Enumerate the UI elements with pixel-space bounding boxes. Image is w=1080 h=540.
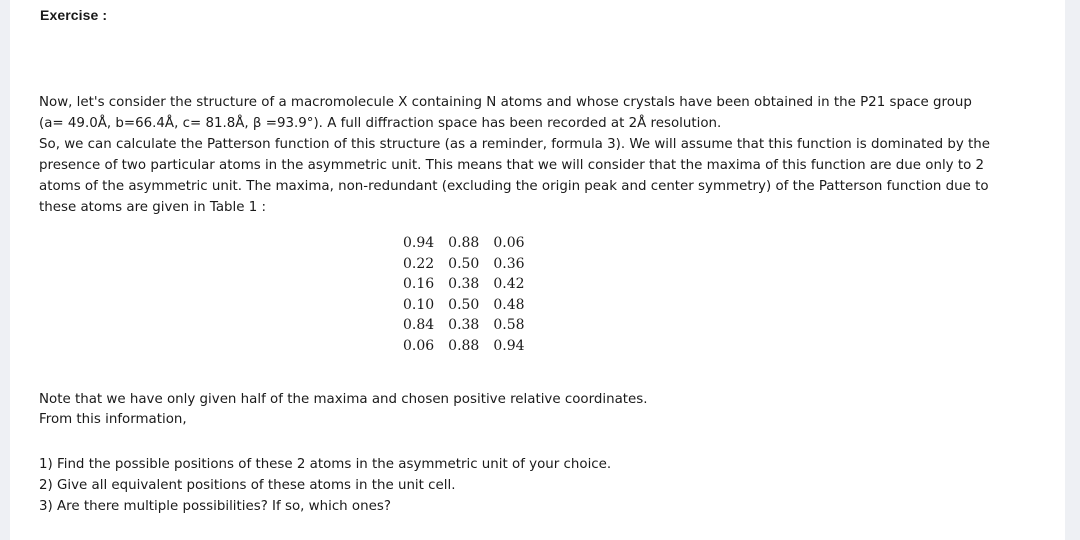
question-item: 1) Find the possible positions of these 2 atoms in the asymmetric unit of your choice.: [39, 457, 612, 472]
table-cell: 0.58: [493, 317, 525, 334]
table-cell: 0.06: [493, 235, 525, 251]
question-item: 3) Are there multiple possibilities? If so, which ones?: [39, 499, 391, 514]
table-cell: 0.94: [493, 337, 525, 354]
table-cell: 0.38: [448, 276, 480, 293]
table-cell: 0.42: [493, 276, 525, 293]
table-row: [403, 274, 532, 295]
table-cell: 0.48: [493, 296, 525, 313]
table-cell: 0.94: [403, 235, 435, 251]
note-line: Note that we have only given half of the maxima and chosen positive relative coordinates.: [39, 392, 648, 407]
table-row: [403, 295, 532, 316]
paragraph-patterson-line: atoms of the asymmetric unit. The maxima, non-redundant (excluding the origin peak and center symmetry) of the Patterson function due to: [39, 179, 989, 194]
table-cell: 0.06: [403, 337, 435, 354]
table-cell: 0.22: [403, 255, 435, 272]
table-cell: 0.88: [448, 337, 480, 354]
paragraph-intro-line: Now, let's consider the structure of a macromolecule X containing N atoms and whose crystals have been obtained in the P21 space group: [39, 95, 972, 110]
table-row: [403, 315, 532, 336]
document-page: [10, 0, 1065, 540]
exercise-title: Exercise :: [40, 7, 108, 23]
note-line: From this information,: [39, 412, 187, 427]
problem-statement: [39, 92, 1059, 218]
paragraph-patterson: [39, 134, 1059, 218]
paragraph-intro-line: (a= 49.0Å, b=66.4Å, c= 81.8Å, β =93.9°). A full diffraction space has been recorded at 2Å resolution.: [39, 116, 722, 131]
table-cell: 0.50: [448, 296, 480, 313]
question-item: 2) Give all equivalent positions of these atoms in the unit cell.: [39, 478, 456, 493]
paragraph-patterson-line: these atoms are given in Table 1 :: [39, 200, 267, 215]
table-row: [403, 233, 532, 254]
table-cell: 0.38: [448, 317, 480, 334]
patterson-maxima-table: [403, 233, 532, 357]
table-row: [403, 254, 532, 275]
table-row: [403, 336, 532, 357]
table-cell: 0.50: [448, 255, 480, 272]
table-cell: 0.10: [403, 296, 435, 313]
note-block: [39, 390, 648, 430]
paragraph-intro: [39, 92, 1059, 134]
table-cell: 0.88: [448, 235, 480, 251]
table-cell: 0.16: [403, 276, 435, 293]
paragraph-patterson-line: presence of two particular atoms in the asymmetric unit. This means that we will consider that the maxima of this function are due only to 2: [39, 158, 985, 173]
question-list: [39, 454, 611, 517]
table-cell: 0.84: [403, 317, 435, 334]
paragraph-patterson-line: So, we can calculate the Patterson function of this structure (as a reminder, formula 3). We will assume that this function is dominated by the: [39, 137, 991, 152]
table-cell: 0.36: [493, 255, 525, 272]
